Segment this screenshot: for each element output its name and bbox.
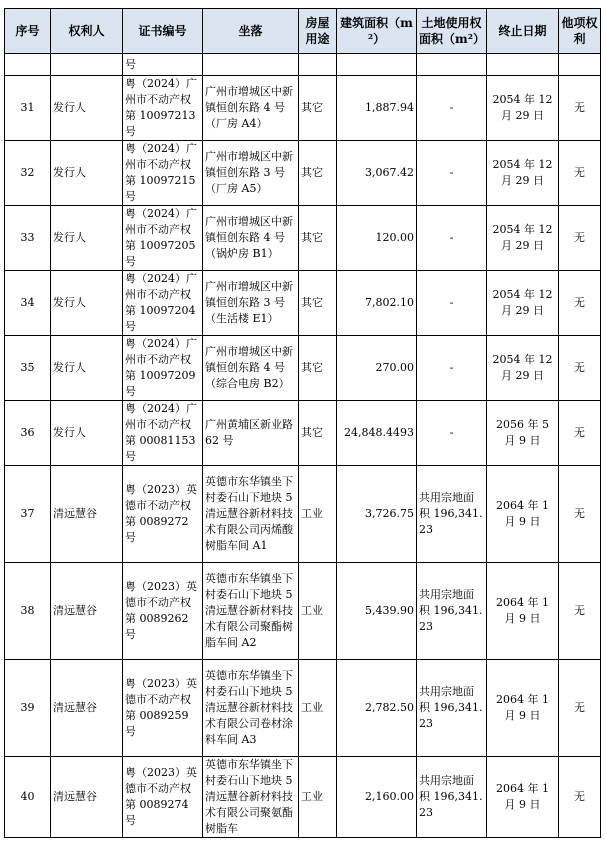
cell-cert: 粤（2024）广州市不动产权第 10097209 号 [123, 336, 203, 401]
cell-location: 英德市东华镇坐下村委石山下地块 5 清远慧谷新材料技术有限公司聚酯树脂车间 A2 [203, 563, 299, 660]
cell-location: 英德市东华镇坐下村委石山下地块 5 清远慧谷新材料技术有限公司丙烯酸树脂车间 A1 [203, 466, 299, 563]
header-land-area: 土地使用权面积（m²） [417, 9, 487, 54]
cell-area: 120.00 [337, 206, 417, 271]
header-location: 坐落 [203, 9, 299, 54]
cell-owner: 清远慧谷 [51, 660, 123, 757]
cell-area: 1,887.94 [337, 76, 417, 141]
cell-use: 工业 [299, 563, 337, 660]
cell-use: 其它 [299, 271, 337, 336]
cell-end-date: 2064 年 1 月 9 日 [487, 660, 559, 757]
cell-cert: 粤（2024）广州市不动产权第 10097215 号 [123, 141, 203, 206]
cell-use: 工业 [299, 466, 337, 563]
cell-cert: 粤（2024）广州市不动产权第 00081153 号 [123, 401, 203, 466]
header-no: 序号 [5, 9, 51, 54]
cell-area: 2,160.00 [337, 757, 417, 838]
cell-empty [299, 54, 337, 76]
cell-cert: 粤（2024）广州市不动产权第 10097204 号 [123, 271, 203, 336]
header-cert: 证书编号 [123, 9, 203, 54]
table-header [5, 9, 601, 54]
cell-end-date: 2064 年 1 月 9 日 [487, 563, 559, 660]
cell-area: 5,439.90 [337, 563, 417, 660]
cell-end-date: 2054 年 12 月 29 日 [487, 271, 559, 336]
table-row [5, 336, 601, 401]
cell-cert: 粤（2023）英德市不动产权第 0089272 号 [123, 466, 203, 563]
table-body [5, 54, 601, 838]
cell-land-area: - [417, 141, 487, 206]
cell-empty [203, 54, 299, 76]
cell-location: 广州市增城区中新镇恒创东路 4 号（综合电房 B2） [203, 336, 299, 401]
cell-other-rights: 无 [559, 76, 601, 141]
cell-location: 广州黄埔区新业路 62 号 [203, 401, 299, 466]
cell-location: 广州市增城区中新镇恒创东路 4 号（厂房 A4） [203, 76, 299, 141]
cell-location: 广州市增城区中新镇恒创东路 3 号（生活楼 E1） [203, 271, 299, 336]
cell-end-date: 2064 年 1 月 9 日 [487, 757, 559, 838]
cell-no: 38 [5, 563, 51, 660]
cell-land-area: - [417, 336, 487, 401]
cell-other-rights: 无 [559, 401, 601, 466]
cell-no: 37 [5, 466, 51, 563]
cell-no: 35 [5, 336, 51, 401]
cell-other-rights: 无 [559, 757, 601, 838]
header-owner: 权利人 [51, 9, 123, 54]
cell-owner: 发行人 [51, 76, 123, 141]
cell-use: 其它 [299, 336, 337, 401]
cell-use: 其它 [299, 401, 337, 466]
cell-empty [559, 54, 601, 76]
cell-end-date: 2054 年 12 月 29 日 [487, 336, 559, 401]
cell-other-rights: 无 [559, 141, 601, 206]
cell-other-rights: 无 [559, 466, 601, 563]
cell-other-rights: 无 [559, 563, 601, 660]
cell-land-area: 共用宗地面积 196,341.23 [417, 757, 487, 838]
cell-use: 其它 [299, 206, 337, 271]
cell-cert: 粤（2023）英德市不动产权第 0089262 号 [123, 563, 203, 660]
cell-end-date: 2054 年 12 月 29 日 [487, 206, 559, 271]
cell-use: 其它 [299, 76, 337, 141]
table-row [5, 563, 601, 660]
table-row [5, 466, 601, 563]
cell-no: 32 [5, 141, 51, 206]
cell-no: 36 [5, 401, 51, 466]
cell-empty [337, 54, 417, 76]
cell-owner: 清远慧谷 [51, 757, 123, 838]
table-row-continuation [5, 54, 601, 76]
cell-other-rights: 无 [559, 660, 601, 757]
cell-use: 工业 [299, 660, 337, 757]
table-row [5, 271, 601, 336]
cell-location: 英德市东华镇坐下村委石山下地块 5 清远慧谷新材料技术有限公司卷材涂料车间 A3 [203, 660, 299, 757]
cell-area: 2,782.50 [337, 660, 417, 757]
cell-use: 工业 [299, 757, 337, 838]
cell-cert: 粤（2024）广州市不动产权第 10097205 号 [123, 206, 203, 271]
header-other-rights: 他项权利 [559, 9, 601, 54]
cell-end-date: 2054 年 12 月 29 日 [487, 76, 559, 141]
cell-cert: 粤（2023）英德市不动产权第 0089259 号 [123, 660, 203, 757]
cell-empty [487, 54, 559, 76]
cell-area: 3,726.75 [337, 466, 417, 563]
cell-owner: 发行人 [51, 336, 123, 401]
cell-owner: 清远慧谷 [51, 466, 123, 563]
cell-other-rights: 无 [559, 336, 601, 401]
cell-cert: 号 [123, 54, 203, 76]
table-row [5, 660, 601, 757]
cell-owner: 发行人 [51, 141, 123, 206]
cell-no: 33 [5, 206, 51, 271]
table-row [5, 757, 601, 838]
header-end-date: 终止日期 [487, 9, 559, 54]
cell-land-area: - [417, 271, 487, 336]
cell-other-rights: 无 [559, 206, 601, 271]
table-row [5, 206, 601, 271]
cell-no: 34 [5, 271, 51, 336]
cell-use: 其它 [299, 141, 337, 206]
cell-owner: 发行人 [51, 206, 123, 271]
cell-owner: 发行人 [51, 401, 123, 466]
cell-cert: 粤（2024）广州市不动产权第 10097213 号 [123, 76, 203, 141]
cell-land-area: - [417, 401, 487, 466]
header-use: 房屋用途 [299, 9, 337, 54]
cell-land-area: 共用宗地面积 196,341.23 [417, 563, 487, 660]
cell-end-date: 2056 年 5 月 9 日 [487, 401, 559, 466]
cell-land-area: - [417, 76, 487, 141]
cell-land-area: 共用宗地面积 196,341.23 [417, 466, 487, 563]
cell-owner: 发行人 [51, 271, 123, 336]
table-row [5, 141, 601, 206]
cell-empty [5, 54, 51, 76]
cell-no: 39 [5, 660, 51, 757]
cell-area: 3,067.42 [337, 141, 417, 206]
cell-empty [417, 54, 487, 76]
cell-land-area: - [417, 206, 487, 271]
cell-area: 7,802.10 [337, 271, 417, 336]
cell-cert: 粤（2023）英德市不动产权第 0089274 号 [123, 757, 203, 838]
cell-area: 270.00 [337, 336, 417, 401]
cell-end-date: 2054 年 12 月 29 日 [487, 141, 559, 206]
cell-no: 40 [5, 757, 51, 838]
cell-location: 英德市东华镇坐下村委石山下地块 5 清远慧谷新材料技术有限公司聚氨酯树脂车 [203, 757, 299, 838]
cell-area: 24,848.4493 [337, 401, 417, 466]
cell-other-rights: 无 [559, 271, 601, 336]
cell-owner: 清远慧谷 [51, 563, 123, 660]
cell-end-date: 2064 年 1 月 9 日 [487, 466, 559, 563]
cell-no: 31 [5, 76, 51, 141]
cell-location: 广州市增城区中新镇恒创东路 3 号（厂房 A5） [203, 141, 299, 206]
header-area: 建筑面积（m²） [337, 9, 417, 54]
table-row [5, 76, 601, 141]
table-row [5, 401, 601, 466]
cell-empty [51, 54, 123, 76]
cell-location: 广州市增城区中新镇恒创东路 4 号（锅炉房 B1） [203, 206, 299, 271]
property-table [4, 8, 601, 838]
cell-land-area: 共用宗地面积 196,341.23 [417, 660, 487, 757]
